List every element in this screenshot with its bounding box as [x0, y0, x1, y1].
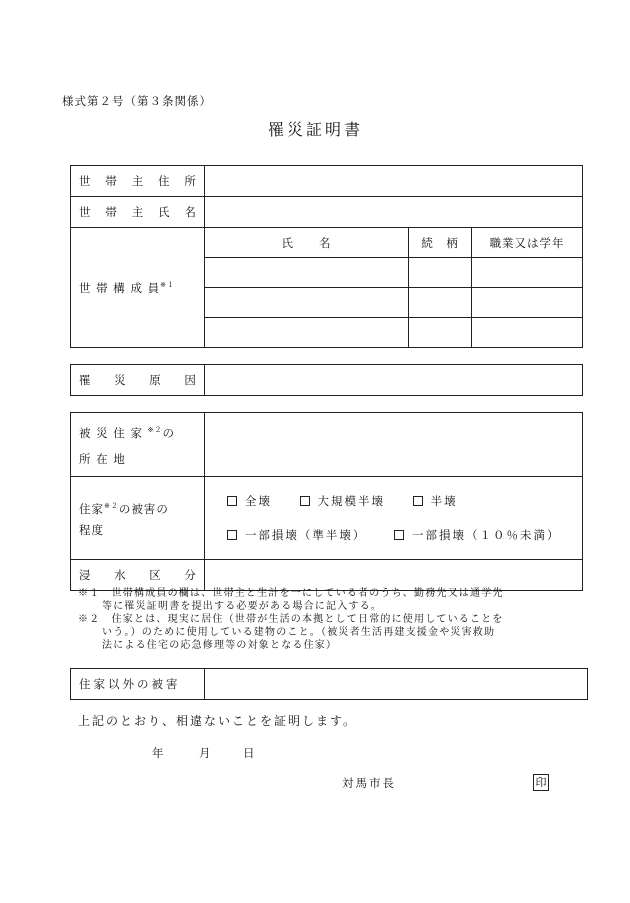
- household-head-name-label: 世 帯 主 氏 名: [71, 197, 205, 228]
- cause-label: 罹 災 原 因: [71, 365, 205, 396]
- checkbox[interactable]: [300, 496, 310, 506]
- option-partial-damage-under-10[interactable]: 一部損壊（１０％未満）: [394, 518, 561, 552]
- checkbox[interactable]: [394, 530, 404, 540]
- member-name-cell[interactable]: [204, 318, 408, 348]
- date-month: 月: [199, 746, 212, 760]
- member-relation-cell[interactable]: [409, 288, 472, 318]
- checkbox[interactable]: [413, 496, 423, 506]
- member-relation-cell[interactable]: [409, 318, 472, 348]
- option-large-half-collapse[interactable]: 大規模半壊: [300, 484, 386, 518]
- form-number: 様式第２号（第３条関係）: [62, 94, 212, 108]
- member-relation-cell[interactable]: [409, 258, 472, 288]
- option-partial-damage-semi-half[interactable]: 一部損壊（準半壊）: [227, 518, 367, 552]
- household-head-name-field[interactable]: [204, 197, 582, 228]
- issuer-name: 対馬市長: [342, 776, 396, 790]
- household-members-label: 世 帯 構 成 員$^{※1}$: [71, 228, 205, 348]
- cause-field[interactable]: [204, 365, 582, 396]
- member-name-cell[interactable]: [204, 288, 408, 318]
- damaged-house-location-label: 被 災 住 家 $^{※2}$の 所 在 地: [71, 413, 205, 477]
- col-header-occupation: 職業又は学年: [472, 228, 583, 258]
- non-house-damage-table: [70, 668, 588, 700]
- member-occupation-cell[interactable]: [472, 288, 583, 318]
- cause-table: [70, 364, 583, 396]
- date-year: 年: [152, 746, 165, 760]
- household-head-address-label: 世 帯 主 住 所: [71, 166, 205, 197]
- note-2: ※２ 住家とは、現実に居住（世帯が生活の本拠として日常的に使用していることを いう。）のために使用している建物のこと。（被災者生活再建支援金や災害救助 法による住宅の応急修理等の対象となる住家）: [78, 614, 504, 651]
- option-total-collapse[interactable]: 全壊: [227, 484, 272, 518]
- damage-table: [70, 412, 583, 591]
- certification-statement: 上記のとおり、相違ないことを証明します。: [78, 714, 358, 728]
- col-header-name: 氏 名: [204, 228, 408, 258]
- note-1: ※１ 世帯構成員の欄は、世帯主と生計を一にしている者のうち、勤務先又は通学先 等に罹災証明書を提出する必要がある場合に記入する。: [78, 588, 504, 612]
- seal-stamp: 印: [533, 774, 549, 791]
- damage-degree-label: 住家$^{※2}$の被害の 程度: [71, 477, 205, 560]
- non-house-damage-field[interactable]: [204, 669, 587, 700]
- page-title: 罹災証明書: [268, 120, 364, 139]
- household-table: [70, 165, 583, 348]
- damage-degree-options: [204, 477, 582, 560]
- household-head-address-field[interactable]: [204, 166, 582, 197]
- date-day: 日: [243, 746, 256, 760]
- col-header-relation: 続 柄: [409, 228, 472, 258]
- checkbox[interactable]: [227, 530, 237, 540]
- flood-category-label: 浸 水 区 分: [71, 560, 205, 591]
- flood-category-field[interactable]: [204, 560, 582, 591]
- checkbox[interactable]: [227, 496, 237, 506]
- damaged-house-location-field[interactable]: [204, 413, 582, 477]
- member-name-cell[interactable]: [204, 258, 408, 288]
- non-house-damage-label: 住家以外の被害: [71, 669, 205, 700]
- option-half-collapse[interactable]: 半壊: [413, 484, 458, 518]
- member-occupation-cell[interactable]: [472, 318, 583, 348]
- note-mark-1: ※１: [160, 280, 175, 289]
- member-occupation-cell[interactable]: [472, 258, 583, 288]
